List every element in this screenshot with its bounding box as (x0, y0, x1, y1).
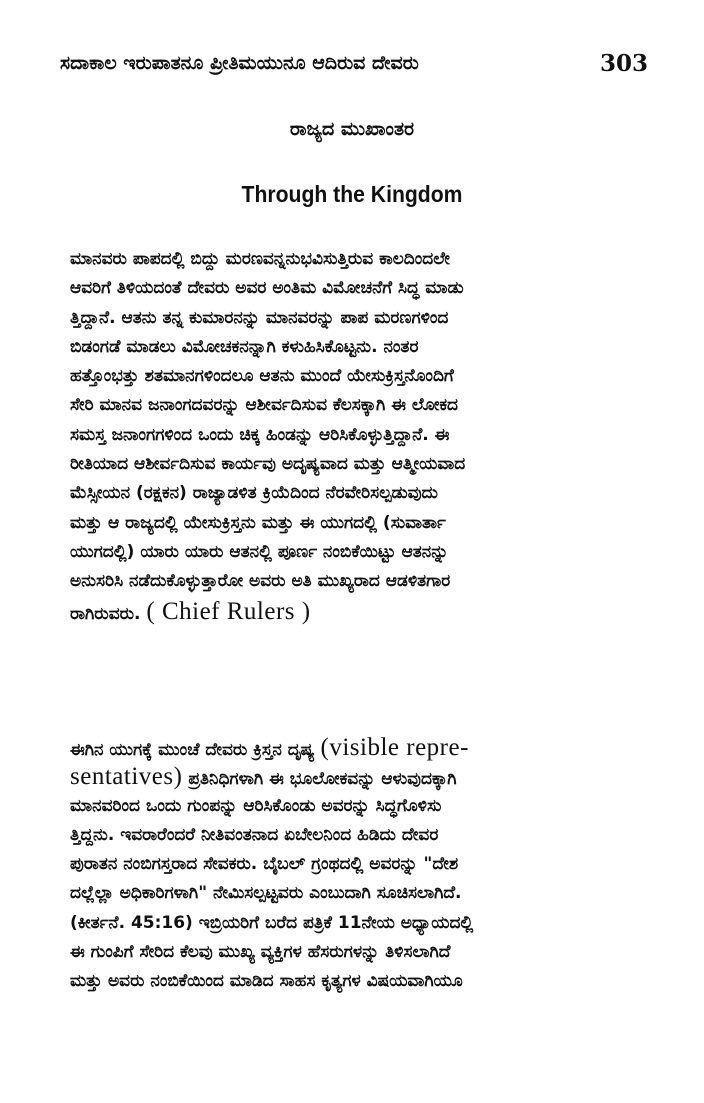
section-title-kannada: ರಾಜ್ಯದ ಮುಖಾಂತರ (289, 118, 415, 140)
paragraph-line: ಪುರಾತನ ನಂಬಿಗಸ್ತರಾದ ಸೇವಕರು. ಬೈಬಲ್ ಗ್ರಂಥದಲ್ಲಿ ಅವರನ್ನು "ದೇಶ (70, 854, 459, 875)
paragraph-line: ಅನುಸರಿಸಿ ನಡೆದುಕೊಳ್ಳುತ್ತಾರೋ ಅವರು ಅತಿ ಮುಖ್ಯರಾದ ಆಡಳಿತಗಾರ (70, 571, 451, 592)
paragraph-line: ಮತ್ತು ಆ ರಾಜ್ಯದಲ್ಲಿ ಯೇಸುಕ್ರಿಸ್ತನು ಮತ್ತು ಈ ಯುಗದಲ್ಲಿ (ಸುವಾರ್ತಾ (70, 512, 446, 533)
paragraph-line: (ಕೀರ್ತನೆ. 45:16) ಇಬ್ರಿಯರಿಗೆ ಬರೆದ ಪತ್ರಿಕೆ 11ನೇಯ ಅಧ್ಯಾಯದಲ್ಲಿ (70, 912, 474, 933)
paragraph-line: ತ್ತಿದ್ದಾನೆ. ಆತನು ತನ್ನ ಕುಮಾರನನ್ನು ಮಾನವರನ್ನು ಪಾಪ ಮರಣಗಳಿಂದ (70, 307, 449, 328)
paragraph-line: ಈ ಗುಂಪಿಗೆ ಸೇರಿದ ಕೆಲವು ಮುಖ್ಯ ವ್ಯಕ್ತಿಗಳ ಹೆಸರುಗಳನ್ನು ತಿಳಿಸಲಾಗಿದೆ (70, 942, 451, 963)
paragraph-line: ಬಿಡಂಗಡೆ ಮಾಡಲು ವಿಮೋಚಕನನ್ನಾಗಿ ಕಳುಹಿಸಿಕೊಟ್ಟನು. ನಂತರ (70, 336, 419, 357)
line2-kannada: ಪ್ರತಿನಿಧಿಗಳಾಗಿ ಈ ಭೂಲೋಕವನ್ನು ಆಳುವುದಕ್ಕಾಗಿ (188, 769, 457, 790)
paragraph-line: ಆವರಿಗೆ ತಿಳಿಯದಂತೆ ದೇವರು ಅವರ ಅಂತಿಮ ವಿಮೋಚನೆಗೆ ಸಿದ್ಧ ಮಾಡು (70, 278, 464, 299)
paragraph-line: ಮಾನವರಿಂದ ಒಂದು ಗುಂಪನ್ನು ಆರಿಸಿಕೊಂಡು ಅವರನ್ನು ಸಿದ್ಧಗೊಳಿಸು (70, 795, 442, 816)
paragraph-line: ತ್ತಿದ್ದನು. ಇವರಾರೆಂದರೆ ನೀತಿವಂತನಾದ ಏಬೇಲನಿಂದ ಹಿಡಿದು ದೇವರ (70, 824, 439, 845)
last-line-kannada: ರಾಗಿರುವರು. (70, 603, 141, 624)
paragraph-2 (70, 733, 670, 997)
paragraph-line: ಮತ್ತು ಅವರು ನಂಬಿಕೆಯಿಂದ ಮಾಡಿದ ಸಾಹಸ ಕೃತ್ಯಗಳ ವಿಷಯವಾಗಿಯೂ (70, 971, 463, 992)
paragraph-line: ಸೇರಿ ಮಾನವ ಜನಾಂಗದವರನ್ನು ಆಶೀರ್ವದಿಸುವ ಕೆಲಸಕ್ಕಾಗಿ ಈ ಲೋಕದ (70, 395, 458, 416)
paragraph-line: ಮಾನವರು ಪಾಪದಲ್ಲಿ ಬಿದ್ದು ಮರಣವನ್ನನುಭವಿಸುತ್ತಿರುವ ಕಾಲದಿಂದಲೇ (70, 249, 450, 269)
paragraph-first-line (70, 733, 670, 762)
paragraph-last-line (70, 597, 670, 626)
paragraph-second-line (70, 762, 670, 791)
visible-repre-english: (visible repre- (320, 734, 469, 761)
section-title-english: Through the Kingdom (241, 181, 463, 207)
paragraph-line: ಹತ್ತೊಂಭತ್ತು ಶತಮಾನಗಳಿಂದಲೂ ಆತನು ಮುಂದೆ ಯೇಸುಕ್ರಿಸ್ತನೊಂದಿಗೆ (70, 366, 454, 387)
paragraph-line: ಮೆಸ್ಸೀಯನ (ರಕ್ಷಕನ) ರಾಜ್ಯಾಡಳಿತ ಕ್ರಿಯೆದಿಂದ ನೆರವೇರಿಸಲ್ಪಡುವುದು (70, 483, 438, 504)
page-number: 303 (600, 50, 649, 77)
line1-kannada: ಈಗಿನ ಯುಗಕ್ಕೆ ಮುಂಚೆ ದೇವರು ಕ್ರಿಸ್ತನ ದೃಷ್ಯ (70, 740, 315, 760)
paragraph-line: ರೀತಿಯಾದ ಆಶೀರ್ವದಿಸುವ ಕಾರ್ಯವು ಅದೃಷ್ಯವಾದ ಮತ್ತು ಆತ್ಮೀಯವಾದ (70, 454, 466, 475)
running-title: ಸದಾಕಾಲ ಇರುಪಾತನೂ ಪ್ರೀತಿಮಯುನೂ ಆದಿರುವ ದೇವರು (60, 52, 419, 74)
chief-rulers-english: ( Chief Rulers ) (146, 597, 311, 625)
paragraph-line: ದಲ್ಲೆಲ್ಲಾ ಅಧಿಕಾರಿಗಳಾಗಿ" ನೇಮಿಸಲ್ಪಟ್ಟವರು ಎಂಬುದಾಗಿ ಸೂಚಿಸಲಾಗಿದೆ. (70, 883, 462, 904)
paragraph-1 (70, 245, 670, 626)
paragraph-line: ಯುಗದಲ್ಲಿ) ಯಾರು ಯಾರು ಆತನಲ್ಲಿ ಪೂರ್ಣ ನಂಬಿಕೆಯಿಟ್ಟು ಆತನನ್ನು (70, 541, 449, 562)
paragraph-line: ಸಮಸ್ತ ಜನಾಂಗಗಳಿಂದ ಒಂದು ಚಿಕ್ಕ ಹಿಂಡನ್ನು ಆರಿಸಿಕೊಳ್ಳುತ್ತಿದ್ದಾನೆ. ಈ (70, 424, 450, 445)
sentatives-english: sentatives) (70, 763, 183, 791)
